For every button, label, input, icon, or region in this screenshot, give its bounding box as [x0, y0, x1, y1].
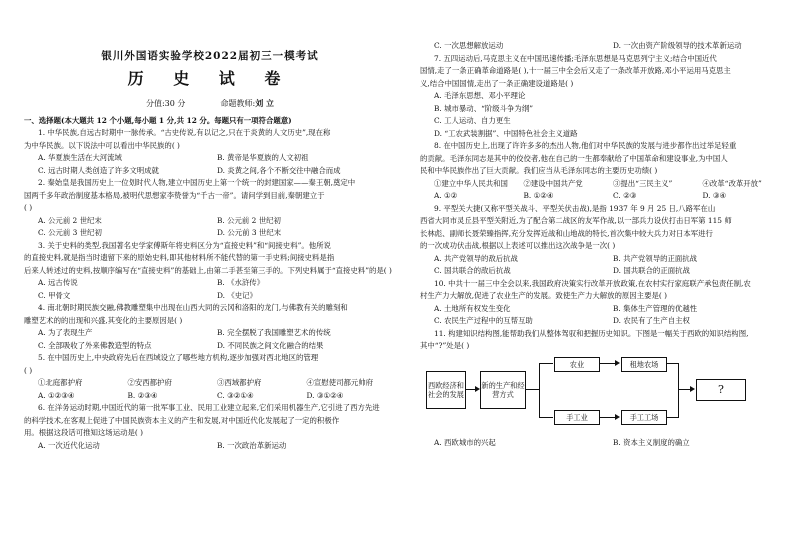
section-heading: 一、选择题(本大题共 12 个小题,每小题 1 分,共 12 分。每题只有一项符合题意) [24, 115, 292, 125]
q8-options [420, 190, 792, 203]
question-1 [24, 127, 396, 177]
q1-options [24, 152, 396, 177]
question-2 [24, 177, 396, 240]
q2-option-a[interactable]: A. 公元前 2 世纪末 [38, 215, 102, 225]
q8-stem-1: 8. 在中国历史上,出现了许许多多的杰出人物,他们对中华民族的发展与进步都作出过举足轻重 [434, 141, 737, 150]
diagram-box-question: ? [696, 379, 746, 401]
q6-option-d[interactable]: D. 一次由资产阶级领导的技术革新运动 [613, 41, 742, 50]
q3-stem-2: 的直接史料,就是指当时遗留下来的原始史料,即其他材料所不能代替的第一手史料;间接史料是指 [24, 253, 335, 262]
diagram-box-new-production: 新的生产和经营方式 [480, 371, 526, 409]
exam-meta [24, 97, 396, 111]
q4-option-a[interactable]: A. 为了表现生产 [38, 328, 93, 337]
question-9 [420, 203, 792, 278]
q8-item-2: ②建设中国共产党 [523, 178, 583, 188]
q5-item-3: ③西域都护府 [217, 378, 262, 387]
q2-option-d[interactable]: D. 公元前 3 世纪末 [217, 228, 282, 237]
knowledge-structure-diagram [420, 357, 792, 437]
q7-option-a[interactable]: A. 毛泽东思想、邓小平理论 [434, 91, 526, 100]
question-5 [24, 352, 396, 402]
q1-option-b[interactable]: B. 黄帝是华夏族的人文初祖 [217, 153, 309, 162]
diagram-box-tenant-farm: 租地农场 [621, 357, 667, 372]
right-column [420, 40, 792, 449]
diagram-box-workshop: 手工工场 [621, 410, 667, 425]
q4-options [24, 327, 396, 352]
diagram-connector [666, 417, 678, 418]
q10-stem-2: 村生产力大解放,促进了农业生产的发展。致使生产力大解放的原因主要是( ) [420, 291, 667, 300]
q9-stem-1: 9. 平型关大捷(又称平型关战斗、平型关伏击战),是指 1937 年 9 月 25 日,八路军在山 [434, 203, 716, 213]
diagram-arrow [615, 360, 620, 366]
school-title: 银川外国语实验学校2022届初三一模考试 [101, 50, 319, 62]
q6-options-continued [420, 40, 792, 53]
q1-stem-1: 1. 中华民族,自远古时期中一脉传承。“古史传说,有以记之,只在于炎黄的人文历史”,现在称 [38, 128, 331, 137]
q5-item-2: ②安西都护府 [127, 378, 172, 387]
q10-options [420, 303, 792, 328]
q3-stem-1: 3. 关于史料的类型,我国著名史学家傅斯年将史料区分为“直接史料”和“间接史料”。他所说 [38, 240, 331, 250]
question-7 [420, 53, 792, 141]
q6-stem-1: 6. 在洋务运动时期,中国近代的第一批军事工业、民用工业建立起来,它们采用机器生产,它引进了西方先进 [38, 403, 380, 412]
page-title: 历 史 试 卷 [127, 68, 293, 88]
q8-option-c[interactable]: C. ②③ [613, 191, 637, 200]
q2-options [24, 215, 396, 240]
question-8 [420, 140, 792, 203]
q6-options [24, 440, 396, 453]
diagram-connector [539, 363, 553, 364]
q1-stem-4: 为中华民族。以下说法中可以看出中华民族的( ) [24, 140, 180, 150]
author-name: 刘 立 [255, 98, 274, 108]
q11-options [420, 437, 792, 450]
diagram-arrow [690, 386, 695, 392]
q1-option-d[interactable]: D. 炎黄之间,各个不断交往中融合而成 [217, 165, 341, 175]
question-4 [24, 302, 396, 352]
q1-option-c[interactable]: C. 远古时期人类创造了许多文明成就 [38, 165, 159, 175]
q2-option-b[interactable]: B. 公元前 2 世纪初 [217, 215, 281, 225]
q5-items [24, 377, 396, 390]
q9-stem-2: 西省大同市灵丘县平型关附近,为了配合第二战区的友军作战,以一部兵力设伏打击日军第 115 师 [420, 216, 732, 225]
q9-option-b[interactable]: B. 共产党领导的正面抗战 [613, 253, 698, 263]
q11-option-a[interactable]: A. 西欧城市的兴起 [434, 437, 496, 447]
q10-option-a[interactable]: A. 土地所有权发生变化 [434, 303, 511, 313]
q5-option-d[interactable]: D. ③①②④ [306, 390, 344, 400]
q11-stem-2: 其中“?”处是( ) [420, 341, 470, 350]
question-11 [420, 328, 792, 450]
q6-option-c[interactable]: C. 一次思想解放运动 [434, 41, 504, 50]
q9-stem-4: 的一次成功伏击战,根据以上表述可以推出这次战争是一次( ) [420, 241, 616, 250]
q8-items [420, 178, 792, 191]
q9-option-d[interactable]: D. 国共联合的正面抗战 [613, 266, 690, 275]
diagram-connector [539, 417, 553, 418]
q9-option-a[interactable]: A. 共产党领导的敌后抗战 [434, 253, 518, 263]
q4-option-b[interactable]: B. 完全摆脱了我国雕塑艺术的传统 [217, 328, 331, 337]
q9-option-c[interactable]: C. 国共联合的敌后抗战 [434, 266, 511, 275]
score-label: 分值:30 分 [145, 99, 186, 108]
q5-option-c[interactable]: C. ③②①④ [217, 390, 254, 400]
left-column [24, 0, 396, 452]
q11-option-b[interactable]: B. 资本主义制度的确立 [613, 437, 690, 447]
question-3 [24, 240, 396, 303]
diagram-box-handicraft: 手工业 [554, 410, 600, 425]
q6-option-b[interactable]: B. 一次政治革新运动 [217, 440, 287, 450]
q1-option-a[interactable]: A. 华夏族生活在大河流域 [38, 153, 122, 162]
q8-item-4: ④改革“改革开放” [702, 178, 762, 188]
q5-option-b[interactable]: B. ②③④ [127, 390, 158, 400]
q3-option-a[interactable]: A. 远古传说 [38, 278, 78, 287]
q9-options [420, 253, 792, 278]
q2-stem-1: 2. 秦始皇是我国历史上一位划时代人物,建立中国历史上第一个统一的封建国家——秦王朝,奠定中 [38, 178, 356, 187]
q4-option-c[interactable]: C. 全部吸收了外来佛教造型的特点 [38, 340, 152, 350]
q11-stem-1: 11. 构建知识结构图,能帮助我们从整体驾驭和把握历史知识。下图是一幅关于西欧的知识结构图, [434, 328, 749, 338]
diagram-box-west-europe: 西欧经济和社会的发展 [426, 371, 466, 409]
q5-item-1: ①北庭都护府 [38, 378, 83, 387]
q5-options [24, 390, 396, 403]
q7-stem-1: 7. 五四运动后,马克思主义在中国迅速传播;毛泽东思想是马克思列宁主义;结合中国近代 [434, 53, 717, 63]
q8-stem-3: 民和中华民族作出了巨大贡献。我们应当从毛泽东同志的主要历史功绩( ) [420, 166, 658, 175]
q7-stem-3: 义,结合中国国情,走出了一条正确建设道路是( ) [420, 78, 574, 88]
q2-option-c[interactable]: C. 公元前 3 世纪初 [38, 228, 102, 237]
q5-item-4: ④宣慰使司都元帅府 [306, 378, 374, 387]
q2-stem-2: 国两千多年政治制度基本格局,被明代思想家李贽誉为“千古一帝”。请问学到目前,秦朝建立于 [24, 190, 325, 200]
q8-stem-2: 的贡献。毛泽东同志是其中的佼佼者,他在自己的一生都奉献给了中国革命和建设事业,为中国人 [420, 153, 728, 163]
q8-item-1: ①建立中华人民共和国 [434, 178, 508, 188]
diagram-box-agriculture: 农业 [554, 357, 600, 372]
q4-option-d[interactable]: D. 不同民族之间文化融合的结果 [217, 340, 324, 350]
q6-stem-3: 用。根据这段话可推知这场运动是( ) [24, 428, 143, 437]
q3-options [24, 277, 396, 302]
q3-option-c[interactable]: C. 甲骨文 [38, 290, 71, 300]
q10-option-c[interactable]: C. 农民生产过程中的互帮互助 [434, 316, 533, 325]
q7-option-d[interactable]: D. “工农武装割据”、中国特色社会主义道路 [434, 128, 578, 138]
q8-option-d[interactable]: D. ③④ [702, 191, 727, 200]
q7-option-b[interactable]: B. 城市暴动、“阶级斗争为纲” [434, 103, 533, 113]
q7-stem-2: 国情,走了一条正确革命道路是( ),十一届三中全会后又走了一条改革开放路,邓小平运用马克思主 [420, 66, 731, 75]
q2-stem-3: ( ) [24, 203, 33, 212]
question-10 [420, 278, 792, 328]
q10-option-b[interactable]: B. 集体生产管理的优越性 [613, 303, 698, 313]
diagram-connector [525, 389, 539, 390]
author-label: 命题教师: [220, 99, 256, 108]
diagram-connector [678, 363, 679, 418]
q8-option-b[interactable]: B. ①②④ [523, 191, 554, 200]
q8-option-a[interactable]: A. ①② [434, 191, 458, 200]
q5-stem-1: 5. 在中国历史上,中央政府先后在西域设立了哪些地方机构,逐步加强对西北地区的管理 [38, 353, 319, 362]
q10-stem-1: 10. 中共十一届三中全会以来,我国政府决策实行改革开放政策,在农村实行家庭联产承包责任制,农 [434, 278, 751, 288]
q5-option-a[interactable]: A. ①②③④ [38, 390, 75, 400]
q8-item-3: ③提出“三民主义” [613, 178, 673, 188]
q6-option-a[interactable]: A. 一次近代化运动 [38, 440, 100, 450]
q4-stem-1: 4. 南北朝时期民族交融,佛教雕塑集中出现在山西大同的云冈和洛阳的龙门,与佛教有关的雕刻和 [38, 303, 348, 312]
question-6 [24, 402, 396, 452]
diagram-connector [539, 363, 540, 417]
q3-option-d[interactable]: D. 《史记》 [217, 290, 257, 300]
diagram-arrow [615, 414, 620, 420]
q9-stem-3: 长林彪、副师长聂荣臻指挥,充分发挥近战和山地战的特长,首次集中较大兵力对日本军进行 [420, 228, 713, 238]
q3-option-b[interactable]: B. 《水浒传》 [217, 278, 265, 287]
q6-stem-2: 的科学技术,在客观上促进了中国民族资本主义的产生和发展,对中国近代化发展起了一定的积极作 [24, 415, 340, 425]
diagram-connector [666, 363, 678, 364]
q3-stem-3: 后来人转述过的史料,按顺序编写在“直接史料”的基础上,由第二手甚至第三手的。下列史料属于“直接史料”的是( ) [24, 265, 392, 275]
q7-option-c[interactable]: C. 工人运动、自力更生 [434, 116, 511, 125]
q5-stem-2: ( ) [24, 365, 33, 375]
q10-option-d[interactable]: D. 农民有了生产自主权 [613, 316, 690, 325]
q4-stem-3: 雕塑艺术的的出现和兴盛,其变化的主要原因是( ) [24, 315, 183, 325]
